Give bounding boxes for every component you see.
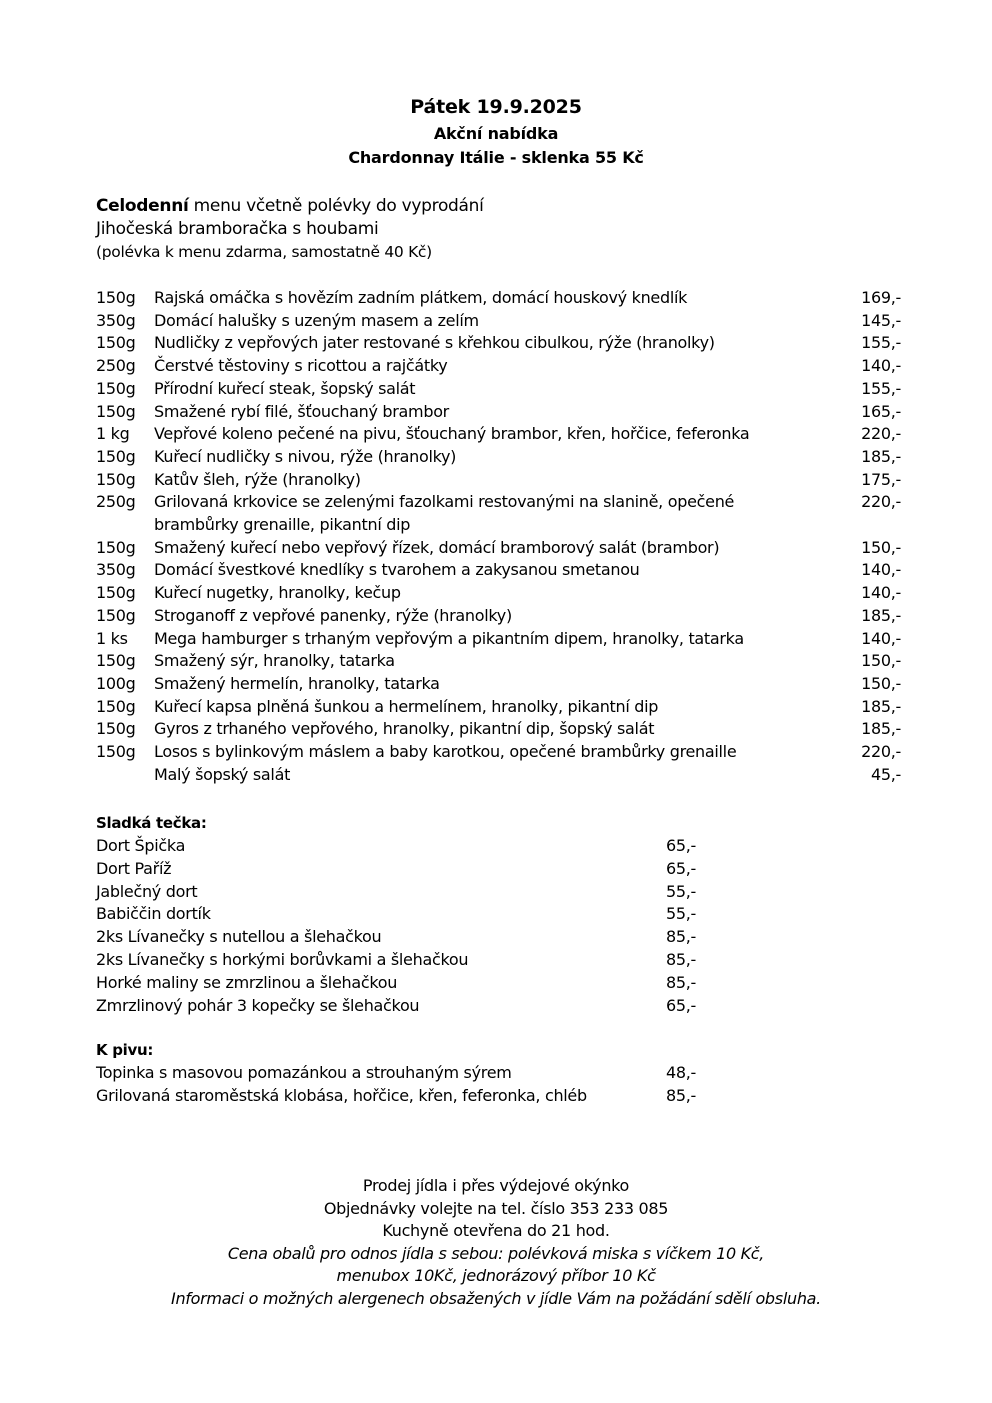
menu-item-weight: 1 ks xyxy=(96,628,128,648)
menu-item-price: 185,- xyxy=(861,446,901,466)
menu-item-weight: 150g xyxy=(96,333,136,353)
menu-item-weight: 150g xyxy=(96,742,136,762)
daily-menu-text: menu včetně polévky do vyprodání xyxy=(188,196,484,216)
menu-item-name: Smažený hermelín, hranolky, tatarka xyxy=(154,673,440,693)
menu-item-weight: 150g xyxy=(96,401,136,421)
menu-item-weight: 150g xyxy=(96,446,136,466)
menu-item xyxy=(96,332,901,355)
footer-kitchen-hours: Kuchyně otevřena do 21 hod. xyxy=(382,1221,610,1241)
menu-item xyxy=(96,741,901,764)
menu-item-price: 185,- xyxy=(861,696,901,716)
beer-item-price: 85,- xyxy=(666,1085,697,1105)
desserts-title: Sladká tečka: xyxy=(96,814,207,832)
menu-item xyxy=(96,650,901,673)
footer-allergen-info: Informaci o možných alergenech obsažených v jídle Vám na požádání sdělí obsluha. xyxy=(171,1288,821,1308)
soup-note: (polévka k menu zdarma, samostatně 40 Kč) xyxy=(96,243,432,261)
menu-item xyxy=(96,287,901,310)
footer-phone-orders: Objednávky volejte na tel. číslo 353 233 085 xyxy=(323,1198,669,1218)
wine-offer: Chardonnay Itálie - sklenka 55 Kč xyxy=(348,148,644,167)
desserts-item-name: Dort Paříž xyxy=(96,858,172,878)
beer-item-name: Grilovaná staroměstská klobása, hořčice, křen, feferonka, chléb xyxy=(96,1085,587,1105)
beer-snacks-list xyxy=(96,1062,726,1108)
desserts-item-price: 55,- xyxy=(666,904,697,924)
menu-item-name: Přírodní kuřecí steak, šopský salát xyxy=(154,378,416,398)
beer-snacks-section xyxy=(96,1039,726,1108)
menu-item-price: 169,- xyxy=(861,288,901,307)
menu-item-name: Domácí halušky s uzeným masem a zelím xyxy=(154,310,479,330)
menu-item-weight: 150g xyxy=(96,378,136,398)
desserts-item xyxy=(96,903,726,926)
menu-item xyxy=(96,355,901,378)
menu-item-price: 220,- xyxy=(861,492,901,512)
menu-item-name: Smažený sýr, hranolky, tatarka xyxy=(154,651,395,671)
menu-item xyxy=(96,378,901,401)
menu-item xyxy=(96,605,901,628)
menu-item-weight: 150g xyxy=(96,288,136,307)
menu-item-name: Kuřecí nudličky s nivou, rýže (hranolky) xyxy=(154,446,457,466)
menu-item-weight: 150g xyxy=(96,651,136,671)
desserts-item-price: 85,- xyxy=(666,949,697,969)
desserts-item-name: Zmrzlinový pohár 3 kopečky se šlehačkou xyxy=(96,995,420,1015)
menu-item-price: 150,- xyxy=(861,537,901,557)
menu-item-weight: 150g xyxy=(96,583,136,603)
menu-item-name: Domácí švestkové knedlíky s tvarohem a zakysanou smetanou xyxy=(154,560,640,580)
menu-item-price: 220,- xyxy=(861,742,901,762)
beer-snacks-title: K pivu: xyxy=(96,1041,154,1059)
footer-window-sale: Prodej jídla i přes výdejové okýnko xyxy=(362,1176,630,1195)
menu-item-weight: 350g xyxy=(96,560,136,580)
footer-notes xyxy=(0,1175,992,1311)
menu-item xyxy=(96,491,901,536)
menu-item xyxy=(96,673,901,696)
menu-item-price: 220,- xyxy=(861,424,901,444)
menu-item xyxy=(96,537,901,560)
menu-item-name: Malý šopský salát xyxy=(154,764,291,784)
menu-item-weight: 350g xyxy=(96,310,136,330)
menu-item-price: 45,- xyxy=(870,764,901,784)
beer-item-price: 48,- xyxy=(666,1063,697,1082)
menu-item xyxy=(96,628,901,651)
menu-item xyxy=(96,446,901,469)
special-offer-heading: Akční nabídka xyxy=(433,124,559,143)
desserts-item-name: Jablečný dort xyxy=(96,881,198,901)
desserts-item-name: Babiččin dortík xyxy=(96,904,211,924)
menu-item-price: 150,- xyxy=(861,651,901,671)
menu-item xyxy=(96,310,901,333)
desserts-section xyxy=(96,812,726,1017)
daily-menu-line xyxy=(96,195,896,218)
menu-item-name: Nudličky z vepřových jater restované s křehkou cibulkou, rýže (hranolky) xyxy=(154,333,715,353)
menu-item-price: 145,- xyxy=(861,310,901,330)
menu-item-weight: 250g xyxy=(96,492,136,512)
menu-item-name: Kuřecí nugetky, hranolky, kečup xyxy=(154,583,401,603)
menu-item-price: 185,- xyxy=(861,719,901,739)
menu-item-price: 150,- xyxy=(861,673,901,693)
menu-item xyxy=(96,423,901,446)
menu-item-price: 140,- xyxy=(861,628,901,648)
desserts-item xyxy=(96,995,726,1018)
menu-item-name: Smažené rybí filé, šťouchaný brambor xyxy=(154,401,449,421)
menu-item-name: Vepřové koleno pečené na pivu, šťouchaný brambor, křen, hořčice, feferonka xyxy=(154,424,750,444)
desserts-item-name: 2ks Lívanečky s nutellou a šlehačkou xyxy=(96,927,382,947)
desserts-list xyxy=(96,835,726,1017)
menu-item-price: 155,- xyxy=(861,333,901,353)
menu-item-price: 140,- xyxy=(861,560,901,580)
menu-item-price: 140,- xyxy=(861,356,901,376)
desserts-item xyxy=(96,858,726,881)
menu-item-name: Stroganoff z vepřové panenky, rýže (hranolky) xyxy=(154,605,512,625)
menu-item-price: 185,- xyxy=(861,605,901,625)
menu-item-name: Čerstvé těstoviny s ricottou a rajčátky xyxy=(154,356,448,376)
menu-item-price: 165,- xyxy=(861,401,901,421)
beer-item xyxy=(96,1085,726,1108)
menu-item-weight: 1 kg xyxy=(96,424,130,444)
menu-item-weight: 150g xyxy=(96,696,136,716)
desserts-item-price: 55,- xyxy=(666,881,697,901)
menu-item xyxy=(96,559,901,582)
menu-item-price: 140,- xyxy=(861,583,901,603)
daily-menu-bold: Celodenní xyxy=(96,196,189,216)
beer-item-name: Topinka s masovou pomazánkou a strouhaným sýrem xyxy=(96,1063,512,1082)
desserts-item xyxy=(96,835,726,858)
menu-item-weight: 250g xyxy=(96,356,136,376)
desserts-item-price: 65,- xyxy=(666,995,697,1015)
menu-item xyxy=(96,718,901,741)
menu-item xyxy=(96,764,901,787)
menu-item xyxy=(96,582,901,605)
main-menu-list xyxy=(96,287,901,786)
desserts-item-name: 2ks Lívanečky s horkými borůvkami a šlehačkou xyxy=(96,949,469,969)
menu-item-name: Kuřecí kapsa plněná šunkou a hermelínem, hranolky, pikantní dip xyxy=(154,696,659,716)
menu-item-weight: 150g xyxy=(96,719,136,739)
beer-item xyxy=(96,1062,726,1085)
desserts-item-price: 85,- xyxy=(666,927,697,947)
desserts-item xyxy=(96,926,726,949)
menu-item-name: Rajská omáčka s hovězím zadním plátkem, domácí houskový knedlík xyxy=(154,288,688,307)
menu-item xyxy=(96,696,901,719)
menu-item-weight: 150g xyxy=(96,537,136,557)
menu-item-weight: 150g xyxy=(96,469,136,489)
menu-date-heading: Pátek 19.9.2025 xyxy=(410,96,582,118)
desserts-item-price: 85,- xyxy=(666,972,697,992)
desserts-item-price: 65,- xyxy=(666,858,697,878)
desserts-item-name: Dort Špička xyxy=(96,836,186,855)
menu-item-name: Katův šleh, rýže (hranolky) xyxy=(154,469,361,489)
menu-item-price: 175,- xyxy=(861,469,901,489)
desserts-item-price: 65,- xyxy=(666,836,697,855)
desserts-item xyxy=(96,881,726,904)
menu-item-name: Losos s bylinkovým máslem a baby karotkou, opečené brambůrky grenaille xyxy=(154,742,737,762)
desserts-item xyxy=(96,972,726,995)
soup-of-day: Jihočeská bramboračka s houbami xyxy=(96,219,379,239)
menu-item-name: Gyros z trhaného vepřového, hranolky, pikantní dip, šopský salát xyxy=(154,719,655,739)
desserts-item-name: Horké maliny se zmrzlinou a šlehačkou xyxy=(96,972,398,992)
menu-item-weight: 150g xyxy=(96,605,136,625)
menu-item-weight: 100g xyxy=(96,673,136,693)
menu-item xyxy=(96,401,901,424)
menu-item-name: Smažený kuřecí nebo vepřový řízek, domácí bramborový salát (brambor) xyxy=(154,537,720,557)
footer-packaging-price-cont: menubox 10Kč, jednorázový příbor 10 Kč xyxy=(336,1266,656,1286)
footer-packaging-price: Cena obalů pro odnos jídla s sebou: polévková miska s víčkem 10 Kč, xyxy=(227,1243,765,1263)
menu-item xyxy=(96,469,901,492)
daily-menu-intro xyxy=(96,195,896,264)
desserts-item xyxy=(96,949,726,972)
menu-item-name: Mega hamburger s trhaným vepřovým a pikantním dipem, hranolky, tatarka xyxy=(154,628,744,648)
menu-item-name: Grilovaná krkovice se zelenými fazolkami restovanými na slanině, opečené brambůrky grenaille, pikantní dip xyxy=(154,492,735,535)
menu-item-price: 155,- xyxy=(861,378,901,398)
